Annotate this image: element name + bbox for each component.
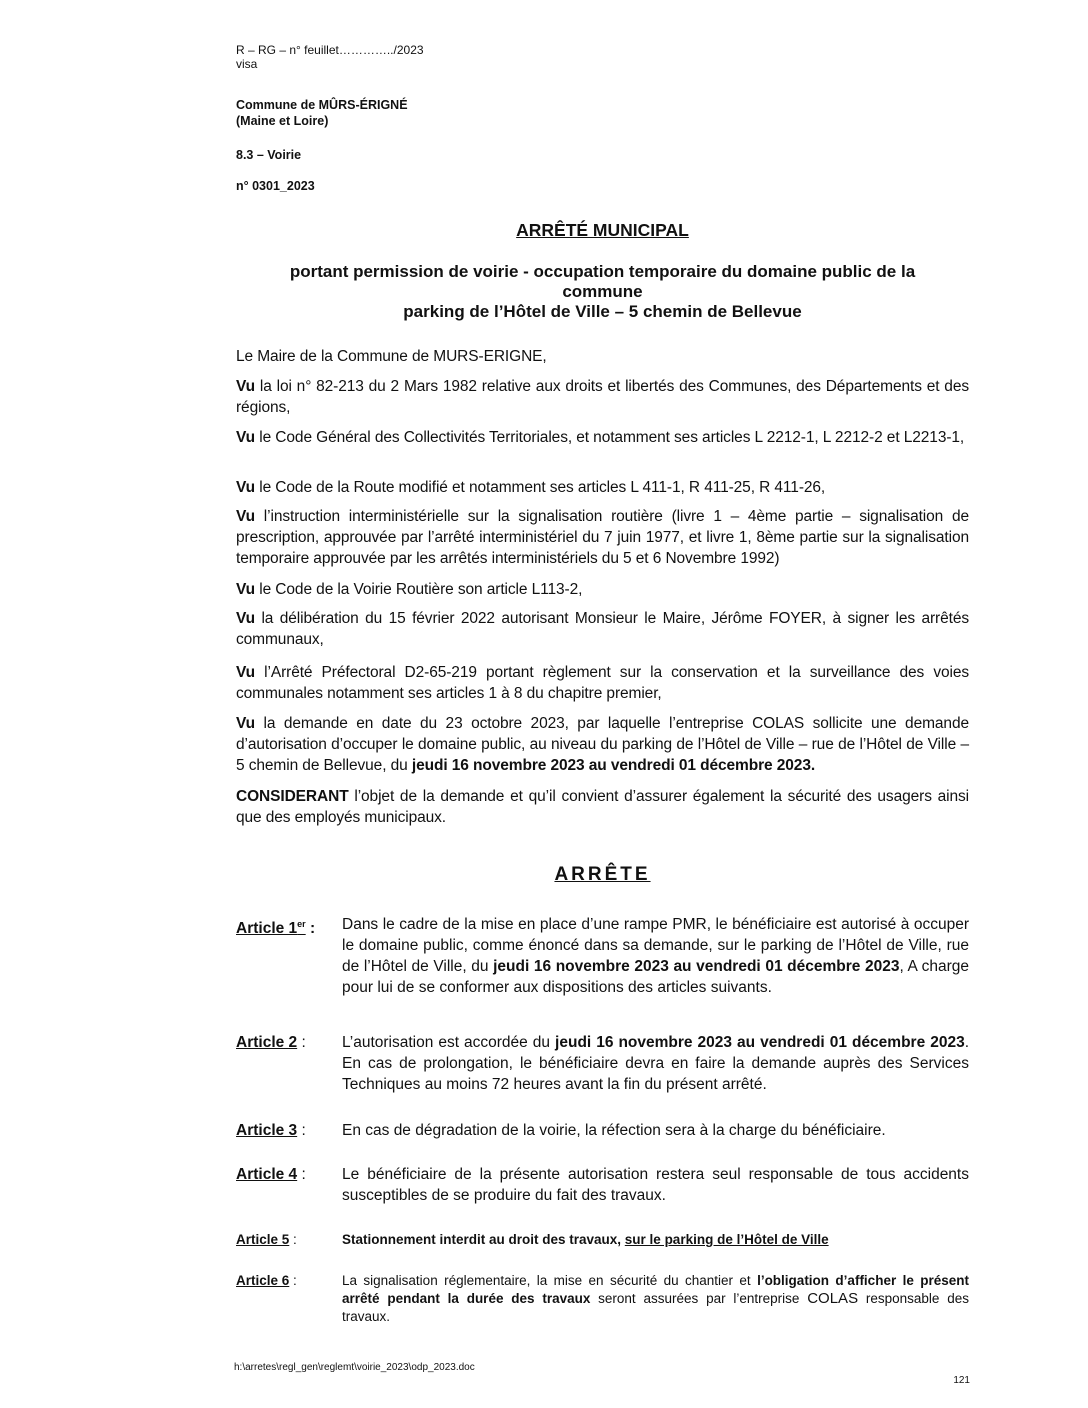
vu-paragraph <box>236 713 969 776</box>
vu-paragraph <box>236 427 969 448</box>
article-text-part: responsable des travaux. <box>342 1291 970 1324</box>
document-subtitle <box>236 262 969 322</box>
file-path: h:\arretes\regl_gen\reglemt\voirie_2023\odp_2023.doc <box>234 1362 475 1373</box>
vu-word: Vu <box>236 581 256 598</box>
article-label <box>236 1032 336 1053</box>
article-text <box>342 1231 969 1249</box>
considerant-text: l’objet de la demande et qu’il convient d’assurer également la sécurité des usagers ainsi que des employés municipaux. <box>236 788 969 826</box>
article-separator: : <box>297 1166 306 1183</box>
vu-word: Vu <box>236 610 256 627</box>
vu-text: l’instruction interministérielle sur la signalisation routière (livre 1 – 4ème partie – signalisation de prescription, approuvée par l’arrêté interministériel du 7 juin 1977, et livre 1, 8ème partie sur la signalisation temporaire approuvée par les arrêtés interministériels du 5 et 6 Novembre 1992) <box>236 508 969 567</box>
article-text <box>342 914 969 998</box>
vu-text: la demande en date du 23 octobre 2023, par laquelle l’entreprise COLAS sollicite une demande d’autorisation d’occuper le domaine public, au niveau du parking de l’Hôtel de Ville – rue de l’Hôtel de Ville – 5 chemin de Bellevue, du <box>236 715 969 774</box>
vu-paragraph <box>236 579 969 600</box>
article-text-part: L’autorisation est accordée du <box>342 1034 556 1051</box>
commune-name: Commune de MÛRS-ÉRIGNÉ <box>236 98 408 112</box>
category-label: 8.3 – Voirie <box>236 148 302 162</box>
article-dates: jeudi 16 novembre 2023 au vendredi 01 décembre 2023 <box>493 958 900 975</box>
article-dates: jeudi 16 novembre 2023 au vendredi 01 décembre 2023 <box>555 1034 965 1051</box>
considerant-word: CONSIDERANT <box>236 788 349 805</box>
article-separator: : <box>289 1232 297 1247</box>
article-separator: : <box>297 1122 306 1139</box>
article-text <box>342 1272 969 1326</box>
article-text: En cas de dégradation de la voirie, la réfection sera à la charge du bénéficiaire. <box>342 1122 886 1139</box>
article-text-part: . En cas de prolongation, le bénéficiaire devra en faire la demande auprès des Services Techniques au moins 72 heures avant la fin du présent arrêté. <box>342 1034 969 1093</box>
article-number: Article 1 <box>236 920 298 938</box>
article-text: Le bénéficiaire de la présente autorisation restera seul responsable de tous accidents susceptibles de se produire du fait des travaux. <box>342 1166 969 1204</box>
article-number: Article 5 <box>236 1232 290 1247</box>
vu-paragraph <box>236 376 969 418</box>
subtitle-line-1: portant permission de voirie - occupation temporaire du domaine public de la <box>289 262 916 281</box>
article-text <box>342 1032 969 1095</box>
vu-text: la délibération du 15 février 2022 autorisant Monsieur le Maire, Jérôme FOYER, à signer les arrêtés communaux, <box>236 610 969 648</box>
article-separator: : <box>297 1034 306 1051</box>
vu-word: Vu <box>236 378 256 395</box>
article-label <box>236 1164 336 1185</box>
vu-text: le Code de la Route modifié et notamment ses articles L 411-1, R 411-25, R 411-26, <box>255 479 826 496</box>
article-label <box>236 1120 336 1141</box>
vu-text: l’Arrêté Préfectoral D2-65-219 portant règlement sur la conservation et la surveillance des voies communales notamment ses articles 1 à 8 du chapitre premier, <box>236 664 969 702</box>
article-separator: : <box>289 1273 297 1288</box>
article-text-part: , A charge pour lui de se conformer aux dispositions des articles suivants. <box>342 958 969 996</box>
article-text-bold-underlined: sur le parking de l’Hôtel de Ville <box>624 1232 829 1247</box>
article-separator: : <box>305 920 316 938</box>
document-title: ARRÊTÉ MUNICIPAL <box>516 220 689 240</box>
article-label <box>236 1231 336 1249</box>
article-text-bold: l’obligation d’afficher le présent arrêté pendant la durée des travaux <box>342 1273 969 1306</box>
vu-text: le Code de la Voirie Routière son article L113-2, <box>255 581 583 598</box>
article-text-part: La signalisation réglementaire, la mise en sécurité du chantier et <box>342 1273 758 1288</box>
visa-label: visa <box>236 57 258 71</box>
preamble-intro: Le Maire de la Commune de MURS-ERIGNE, <box>236 348 547 365</box>
vu-paragraph <box>236 662 969 704</box>
article-label <box>236 914 336 939</box>
arrete-number: n° 0301_2023 <box>236 179 315 193</box>
vu-text: la loi n° 82-213 du 2 Mars 1982 relative aux droits et libertés des Communes, des Départements et des régions, <box>236 378 969 416</box>
department-name: (Maine et Loire) <box>236 114 329 128</box>
article-number: Article 2 <box>236 1034 298 1051</box>
vu-word: Vu <box>236 508 256 525</box>
vu-word: Vu <box>236 479 256 496</box>
article-text-bold: Stationnement interdit au droit des travaux, <box>342 1232 625 1247</box>
vu-paragraph <box>236 506 969 569</box>
article-number: Article 4 <box>236 1166 298 1183</box>
article-text-part: Dans le cadre de la mise en place d’une rampe PMR, le bénéficiaire est autorisé à occuper le domaine public, comme énoncé dans sa demande, sur le parking de l’Hôtel de Ville, rue de l’Hôtel de Ville, du <box>342 916 969 975</box>
vu-dates: jeudi 16 novembre 2023 au vendredi 01 décembre 2023. <box>411 757 816 774</box>
vu-word: Vu <box>236 664 256 681</box>
company-name: COLAS <box>807 1290 859 1307</box>
reference-line: R – RG – n° feuillet…………../2023 <box>236 43 424 57</box>
article-number: Article 6 <box>236 1273 290 1288</box>
article-superscript: er <box>297 919 306 929</box>
vu-paragraph <box>236 477 969 498</box>
subtitle-line-2: commune <box>562 282 643 301</box>
page-number: 121 <box>953 1375 970 1386</box>
vu-word: Vu <box>236 429 256 446</box>
considerant-paragraph <box>236 786 969 828</box>
vu-word: Vu <box>236 715 256 732</box>
article-number: Article 3 <box>236 1122 298 1139</box>
article-text-part: seront assurées par l’entreprise <box>590 1291 808 1306</box>
subtitle-line-3: parking de l’Hôtel de Ville – 5 chemin de Bellevue <box>403 302 802 321</box>
vu-text: le Code Général des Collectivités Territoriales, et notamment ses articles L 2212-1, L 2212-2 et L2213-1, <box>255 429 965 446</box>
article-label <box>236 1272 336 1290</box>
vu-paragraph <box>236 608 969 650</box>
arrete-heading: ARRÊTE <box>554 864 651 885</box>
